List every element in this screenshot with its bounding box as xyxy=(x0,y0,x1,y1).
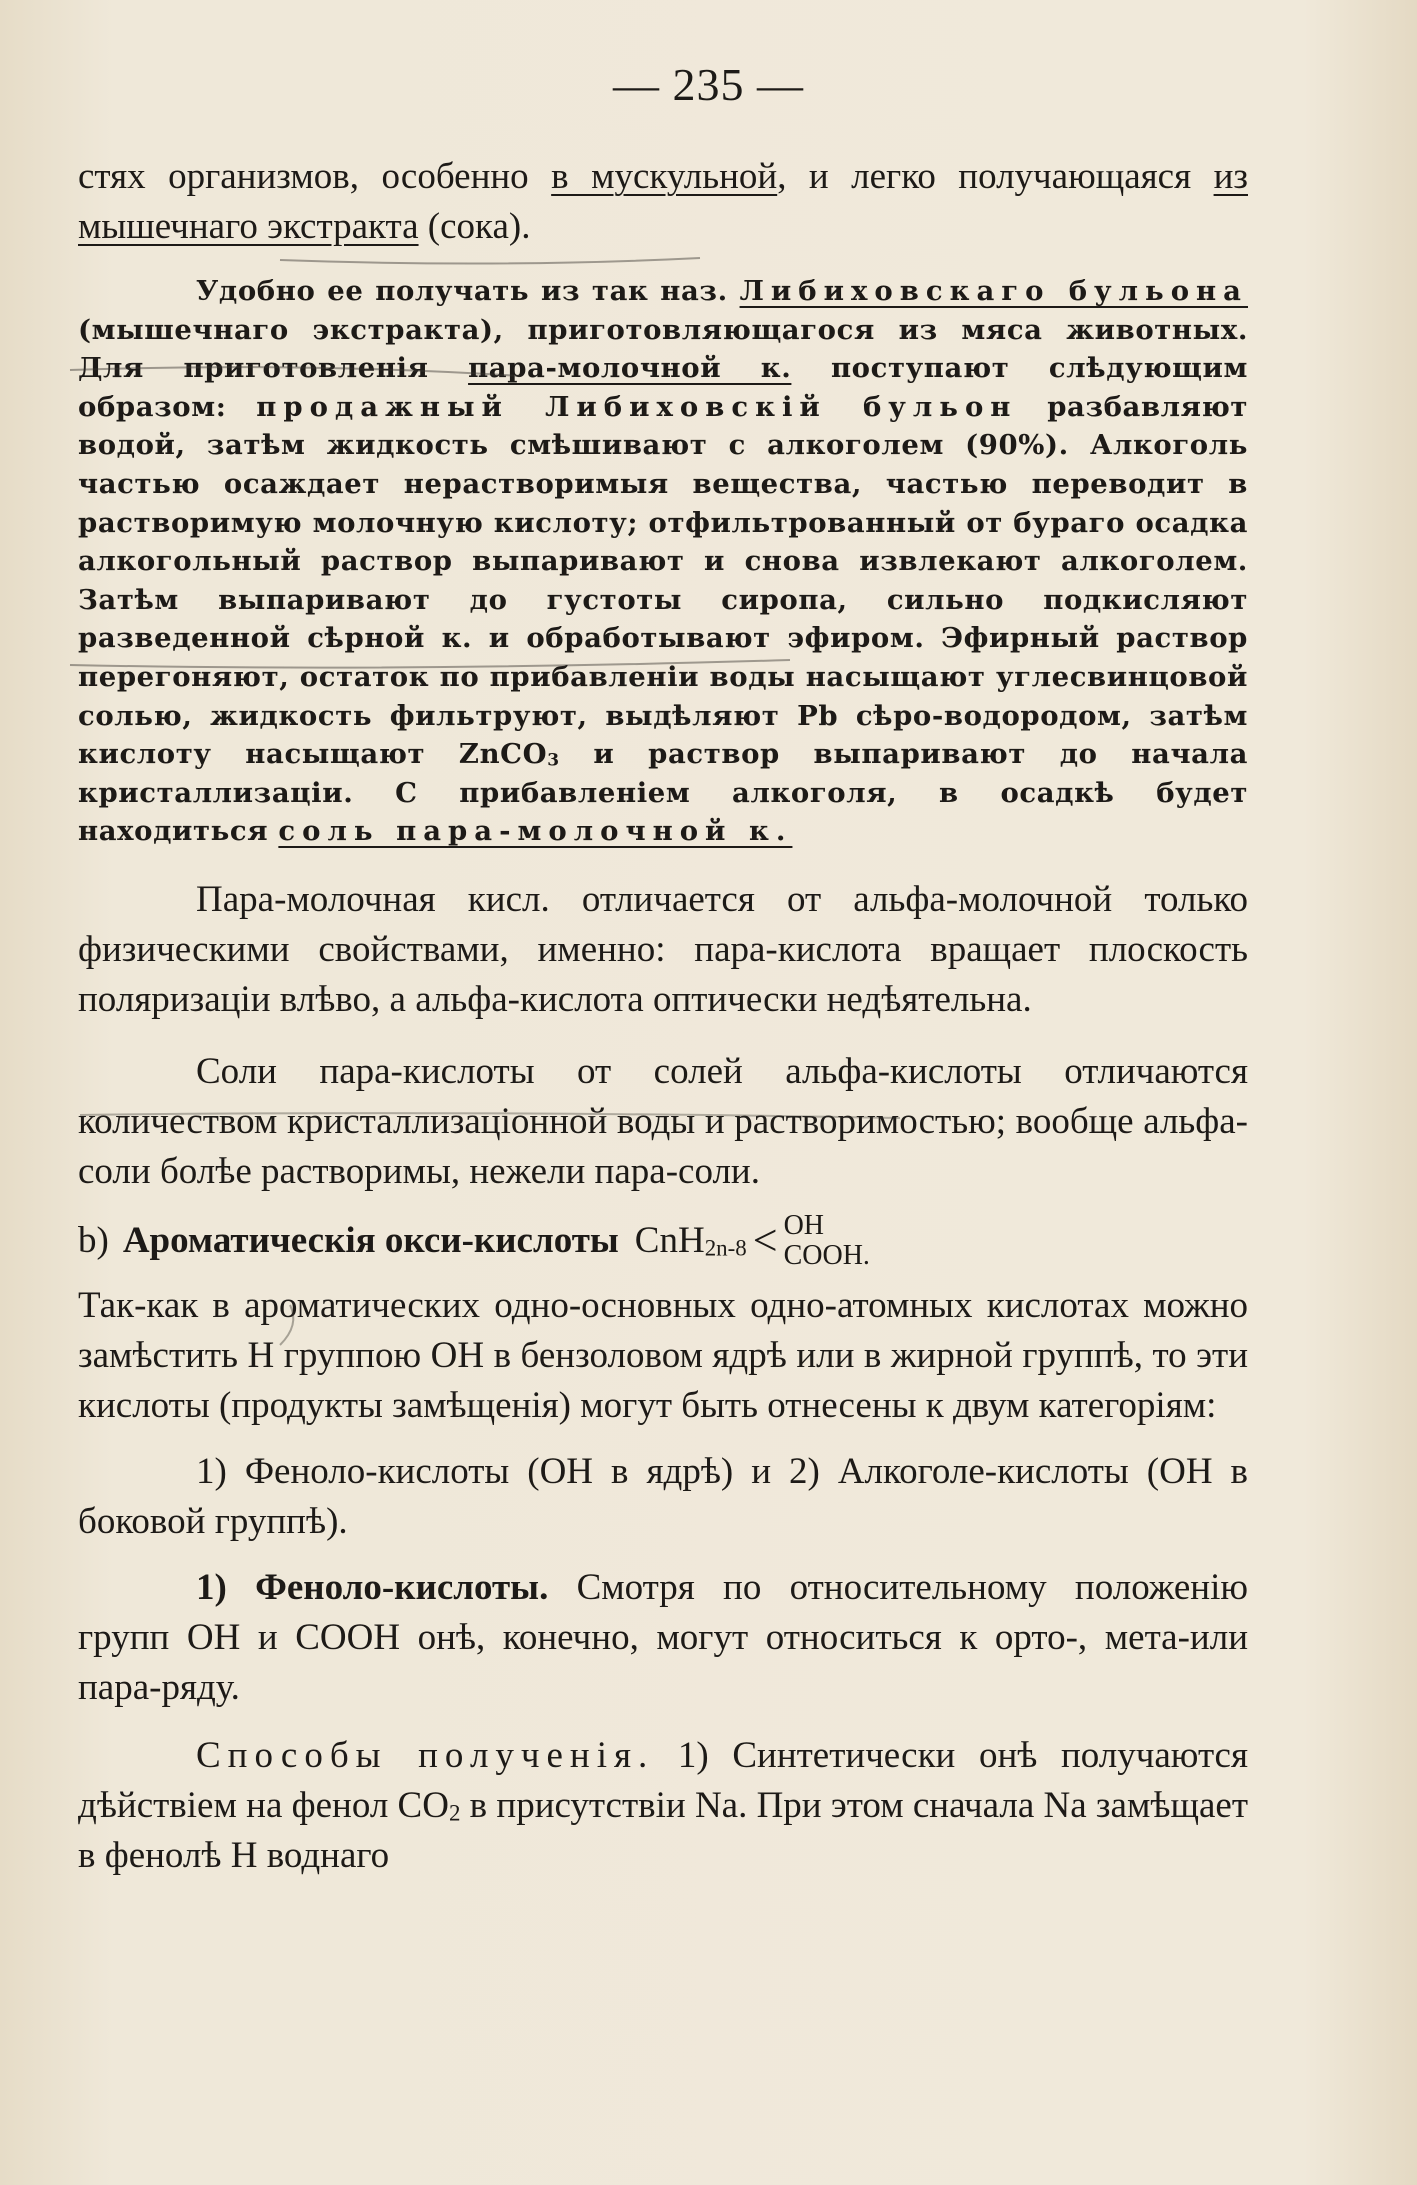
underlined-phrase: пара-молочной к. xyxy=(468,352,792,385)
paragraph-continuation: стях организмов, особенно в мускульной, и легко получающаяся из мышечнаго экстракта (сока). xyxy=(78,156,1248,247)
formula-branches: OH COOH. xyxy=(783,1209,870,1271)
section-heading: b) Ароматическія окси-кислоты CnH$_{2n-8}$ < OH COOH. xyxy=(78,1209,870,1271)
underlined-phrase: из мышечнаго экстракта xyxy=(78,156,1248,247)
main-text-column xyxy=(78,152,1248,1881)
section-letter: b) xyxy=(78,1219,109,1261)
paragraph-salts: Соли пара-кислоты от солей альфа-кислоты отличаются количеством кристаллизаціонной воды и растворимостью; вообще альфа-соли болѣе растворимы, нежели пара-соли. xyxy=(78,1050,1248,1192)
small-print-procedure: Удобно ее получать из так наз. Либиховскаго бульона (мышечнаго экстракта), приготовляющагося из мяса животных. Для приготовленія пара-молочной к. поступают слѣдующим образом: продажный Либиховскій бульон разбавляют водой, затѣм жидкость смѣшивают с алкоголем (90%). Алкоголь частью осаждает нерастворимыя вещества, частью переводит в растворимую молочную кислоту; отфильтрованный от бураго осадка алкогольный раствор выпаривают и снова извлекают алкоголем. Затѣм выпаривают до густоты сиропа, сильно подкисляют разведенной сѣрной к. и обработывают эфиром. Эфирный раствор перегоняют, остаток по прибавленіи воды насыщают углесвинцовой солью, жидкость фильтруют, выдѣляют Pb сѣро-водородом, затѣм кислоту насыщают ZnCO$_3$ и раствор выпаривают до начала кристаллизаціи. С прибавленіем алкоголя, в осадкѣ будет находиться соль пара-молочной к. xyxy=(78,275,1249,848)
spaced-term: продажный Либиховскій бульон xyxy=(256,390,1018,423)
spaced-term: соль пара-молочной к. xyxy=(278,815,793,848)
general-formula: CnH$_{2n-8}$ xyxy=(634,1219,747,1261)
spaced-term: Либиховскаго бульона xyxy=(739,275,1248,307)
paragraph-methods: Способы полученія. 1) Синтетически онѣ получаются дѣйствіем на фенол $CO_2$ в присутствіи Na. При этом сначала Na замѣщает в фенолѣ H воднаго xyxy=(78,1734,1249,1876)
paragraph-phenol-acids: 1) Феноло-кислоты. Смотря по относительному положенію групп OH и COOH онѣ, конечно, могут относиться к орто-, мета-или пара-ряду. xyxy=(78,1566,1248,1708)
paragraph-para-lactic: Пара-молочная кисл. отличается от альфа-молочной только физическими свойствами, именно: пара-кислота вращает плоскость поляризаціи влѣво, а альфа-кислота оптически недѣятельна. xyxy=(78,878,1248,1020)
paragraph-categories: Так-как в ароматических одно-основных одно-атомных кислотах можно замѣстить H группою OH в бензоловом ядрѣ или в жирной группѣ, то эти кислоты (продукты замѣщенія) могут быть отнесены к двум категоріям: xyxy=(78,1284,1248,1426)
section-title: Ароматическія окси-кислоты xyxy=(122,1219,619,1261)
paragraph-two-groups: 1) Феноло-кислоты (OH в ядрѣ) и 2) Алкоголе-кислоты (OH в боковой группѣ). xyxy=(78,1450,1248,1542)
page-number: — 235 — xyxy=(613,59,804,110)
spaced-term: Способы полученія. xyxy=(196,1734,655,1776)
underlined-phrase: в мускульной xyxy=(551,156,778,197)
